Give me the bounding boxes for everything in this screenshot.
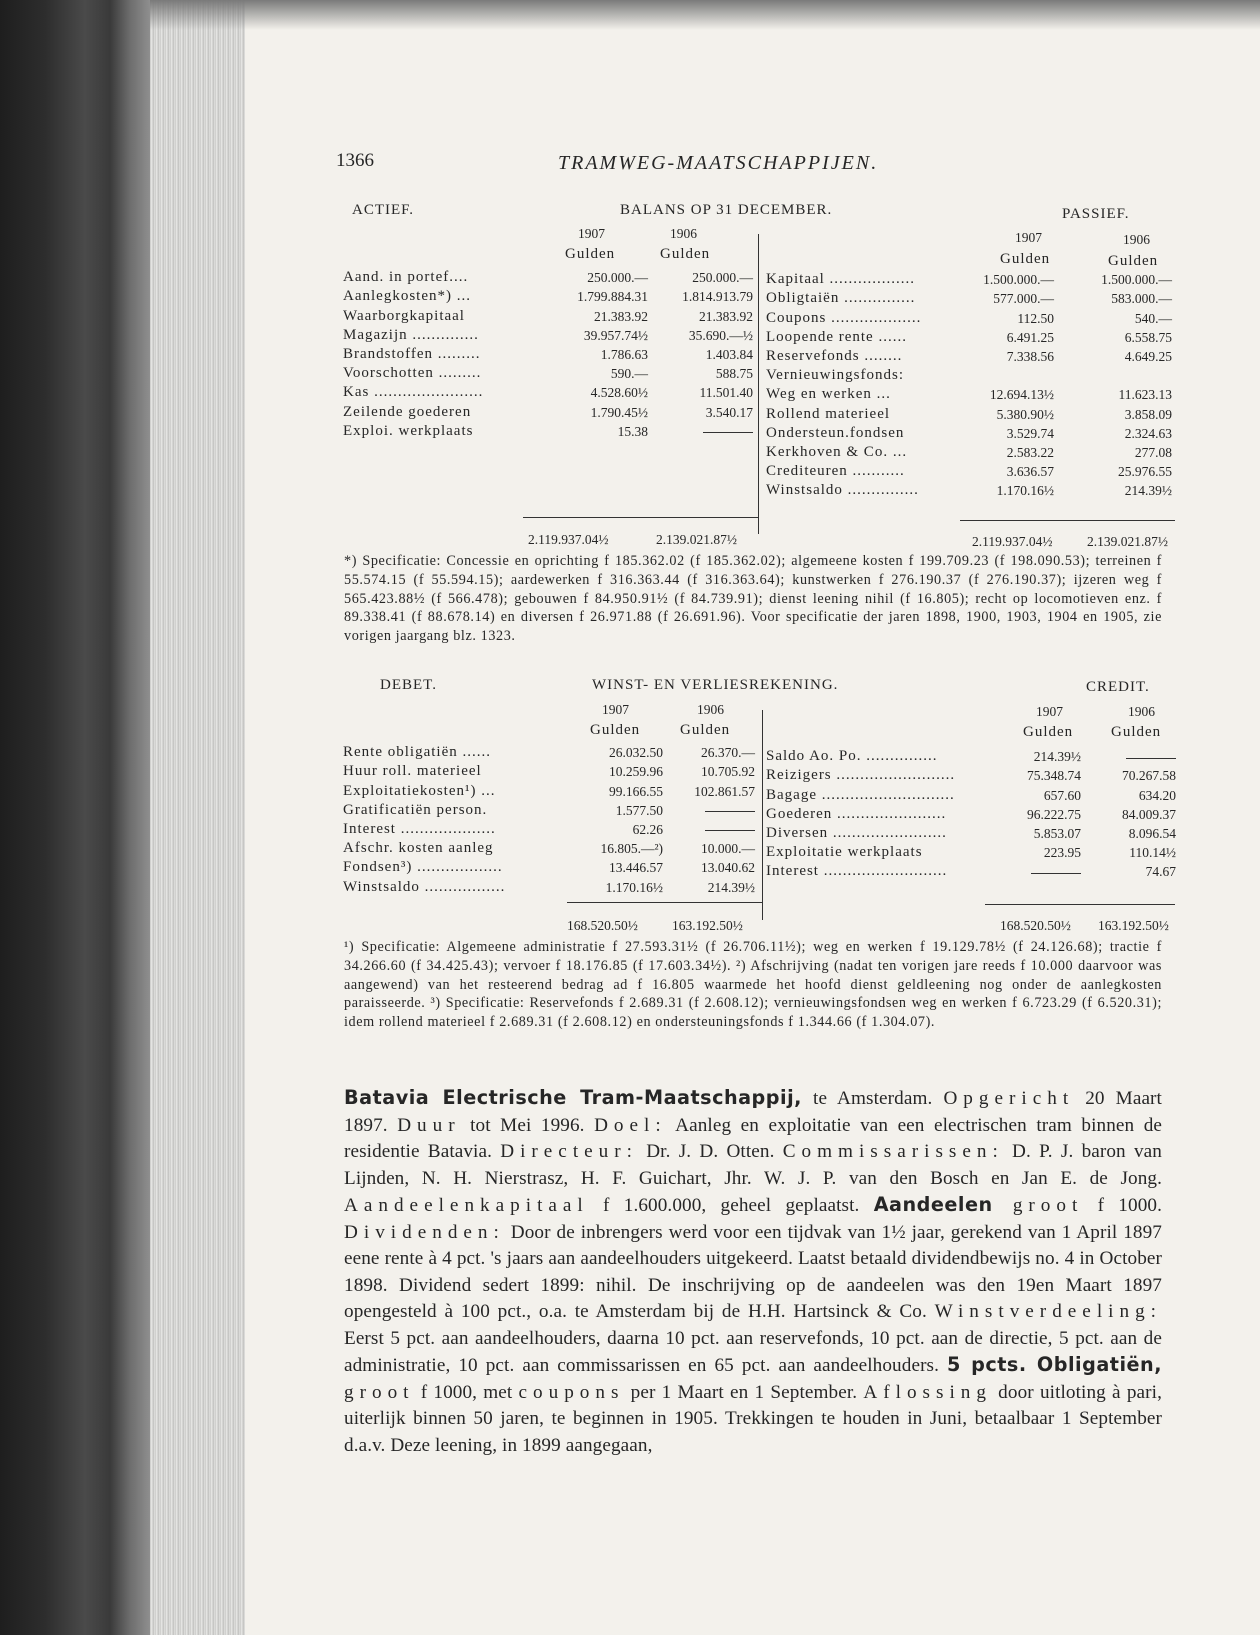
value-1906: 250.000.— [692, 270, 753, 286]
label-commissarissen: Commissarissen: [782, 1141, 1004, 1162]
row-label: Crediteuren ........... [766, 463, 905, 480]
label-doel: Doel: [594, 1114, 667, 1136]
value-1906: 13.040.62 [701, 860, 755, 876]
value-1906: 2.324.63 [1124, 425, 1172, 441]
liability-row [766, 270, 1172, 289]
company-entry [344, 1085, 1162, 1459]
balance-center-heading: BALANS OP 31 DECEMBER. [620, 202, 833, 218]
empty-dash [705, 811, 755, 812]
row-label: Diversen ........................ [766, 824, 947, 841]
balance-left-total-1907: 2.119.937.04½ [528, 532, 609, 547]
pl-left-total-rule [567, 902, 762, 903]
label-aandeelen-groot: groot [992, 1195, 1084, 1216]
text-winstverdeeling: Eerst 5 pct. aan aandeelhouders, daarna 10 pct. aan reservefonds, 10 pct. aan de directie, 5 pct. aan de administratie, 10 pct. aan commissarissen en 65 pct. aan aandeelhouders. [344, 1327, 1162, 1376]
running-title: TRAMWEG-MAATSCHAPPIJEN. [558, 152, 879, 174]
text-opgericht: 20 Maart 1897. [344, 1088, 1162, 1136]
value-1906: 102.861.57 [694, 783, 755, 799]
credit-row [766, 766, 1176, 785]
row-label: Voorschotten ......... [343, 365, 482, 382]
value-1907: 6.491.25 [1006, 329, 1054, 345]
text-commissarissen: D. P. J. baron van Lijnden, N. H. Nierstrasz, H. F. Guichart, Jhr. W. J. P. van den Bosch en Jan E. de Jong. [344, 1141, 1162, 1189]
text-aflossing: door uitloting à pari, uiterlijk binnen 50 jaren, te beginnen in 1905. Trekkingen te houden in Juni, betaalbaar 1 September d.a.v. Deze leening, in 1899 aangegaan, [344, 1381, 1162, 1456]
credit-row [766, 843, 1176, 862]
value-1906 [648, 422, 753, 441]
pl-center-heading: WINST- EN VERLIESREKENING. [592, 677, 839, 693]
credit-row [766, 862, 1176, 881]
value-1906: 11.623.13 [1118, 387, 1172, 403]
debit-row [343, 762, 755, 781]
asset-row [343, 268, 753, 287]
pl-right-year1: 1907 [1036, 704, 1063, 719]
value-1907: 99.166.55 [609, 783, 663, 799]
row-label: Rente obligatiën ...... [343, 744, 491, 761]
row-label: Exploi. werkplaats [343, 422, 474, 439]
balance-left-heading: ACTIEF. [352, 202, 415, 218]
top-shadow [150, 0, 1260, 30]
value-1906: 588.75 [715, 366, 753, 382]
value-1906 [1081, 747, 1176, 766]
pl-left-unit1: Gulden [590, 722, 641, 738]
value-1907: 16.805.—²) [600, 841, 663, 857]
value-1906: 6.558.75 [1124, 329, 1172, 345]
value-1907: 7.338.56 [1006, 348, 1054, 364]
liability-row [766, 385, 1172, 404]
row-label: Reservefonds ........ [766, 347, 903, 364]
row-label: Aanlegkosten*) ... [343, 288, 471, 305]
value-1907: 250.000.— [587, 270, 648, 286]
asset-row [343, 383, 753, 402]
asset-row [343, 402, 753, 421]
pl-right-year2: 1906 [1128, 704, 1155, 719]
row-label: Bagage ............................ [766, 786, 955, 803]
value-1906 [663, 801, 755, 820]
value-1907: 1.790.45½ [590, 404, 648, 420]
liabilities-table [766, 270, 1172, 500]
row-label: Winstsaldo ............... [766, 482, 919, 499]
value-1907 [996, 862, 1081, 881]
row-label: Interest .......................... [766, 863, 948, 880]
company-location: te Amsterdam. [801, 1088, 933, 1109]
credit-row [766, 747, 1176, 766]
label-obligatien-groot: groot [344, 1381, 415, 1403]
value-1907: 3.529.74 [1006, 425, 1054, 441]
asset-row [343, 287, 753, 306]
value-1906: 277.08 [1134, 444, 1172, 460]
value-1906: 8.096.54 [1128, 825, 1176, 841]
text-doel: Aanleg en exploitatie van een electrischen tram binnen de residentie Batavia. [344, 1114, 1163, 1162]
pl-left-year2: 1906 [697, 702, 724, 717]
value-1906: 25.976.55 [1118, 464, 1172, 480]
value-1906: 26.370.— [701, 745, 755, 761]
debit-row [343, 801, 755, 820]
value-1906: 110.14½ [1129, 845, 1176, 861]
balance-right-total-rule [960, 520, 1175, 521]
row-label: Coupons ................... [766, 309, 922, 326]
credit-table [766, 747, 1176, 881]
row-label: Reizigers ......................... [766, 767, 956, 784]
balance-left-year2: 1906 [670, 226, 697, 241]
value-1907: 62.26 [632, 821, 663, 837]
value-1906: 74.67 [1145, 864, 1176, 880]
pl-right-heading: CREDIT. [1086, 679, 1150, 695]
value-1907: 2.583.22 [1006, 444, 1054, 460]
balance-left-unit2: Gulden [660, 246, 711, 262]
label-aflossing: Aflossing [863, 1381, 992, 1403]
pl-right-total-1907: 168.520.50½ [1000, 918, 1071, 933]
row-label: Vernieuwingsfonds: [766, 367, 904, 384]
label-coupons: coupons [518, 1381, 625, 1403]
debit-row [343, 877, 755, 896]
value-1907: 1.577.50 [615, 802, 663, 818]
liability-row [766, 289, 1172, 308]
row-label: Zeilende goederen [343, 403, 472, 420]
value-1907: 657.60 [1043, 787, 1081, 803]
liability-row [766, 366, 1172, 385]
liability-row [766, 328, 1172, 347]
value-1906 [663, 820, 755, 839]
value-1907: 5.380.90½ [996, 406, 1054, 422]
value-1907: 223.95 [1043, 845, 1081, 861]
debit-table [343, 743, 755, 897]
label-directeur: Directeur: [500, 1141, 638, 1162]
value-1907: 1.799.884.31 [577, 289, 648, 305]
value-1907: 112.50 [1017, 310, 1054, 326]
row-label: Fondsen³) .................. [343, 859, 503, 876]
row-label: Weg en werken ... [766, 386, 891, 403]
value-1906: 583.000.— [1111, 291, 1172, 307]
pl-right-unit2: Gulden [1111, 724, 1162, 740]
value-1906: 3.858.09 [1124, 406, 1172, 422]
debit-row [343, 820, 755, 839]
row-label: Kapitaal .................. [766, 271, 916, 288]
debit-row [343, 743, 755, 762]
label-aandeelen: Aandeelen [873, 1193, 993, 1216]
text-aandeelenkapitaal: f 1.600.000, geheel geplaatst. [588, 1195, 874, 1216]
value-1906: 1.403.84 [705, 346, 753, 362]
label-obligatien: 5 pcts. Obligatiën, [947, 1353, 1162, 1376]
text-coupons: per 1 Maart en 1 September. [624, 1381, 864, 1403]
row-label: Exploitatie werkplaats [766, 844, 923, 861]
row-label: Obligtaiën ............... [766, 290, 916, 307]
liability-row [766, 424, 1172, 443]
value-1907: 21.383.92 [594, 308, 648, 324]
balance-right-unit2: Gulden [1108, 253, 1159, 269]
asset-row [343, 306, 753, 325]
debit-row [343, 858, 755, 877]
pl-left-total-1907: 168.520.50½ [567, 918, 638, 933]
value-1907: 4.528.60½ [590, 385, 648, 401]
text-dividenden: Door de inbrengers werd voor een tijdvak van 1½ jaar, gerekend van 1 April 1897 eene rente à 4 pct. 's jaars aan aandeelhouders uitgekeerd. Laatst betaald dividendbewijs no. 4 in October 1898. Dividend sedert 1899: nihil. De inschrijving op de aandeelen was den 19en Maart 1897 opengesteld à 100 pct., o.a. te Amsterdam bij de H.H. Hartsinck & Co. [344, 1221, 1162, 1322]
value-1907: 5.853.07 [1033, 825, 1081, 841]
value-1907: 39.957.74½ [583, 327, 648, 343]
balance-left-year1: 1907 [578, 226, 605, 241]
empty-dash [1126, 758, 1176, 759]
value-1906: 21.383.92 [699, 308, 753, 324]
value-1907 [966, 366, 1054, 385]
text-duur: tot Mei 1996. [460, 1114, 595, 1136]
label-dividenden: Dividenden: [344, 1221, 505, 1243]
value-1907: 590.— [610, 366, 648, 382]
page-number: 1366 [336, 150, 374, 171]
balance-divider [758, 234, 759, 534]
pl-right-total-rule [985, 904, 1175, 905]
balance-left-total-rule [523, 517, 758, 518]
balance-right-unit1: Gulden [1000, 251, 1051, 267]
value-1906: 35.690.—½ [688, 327, 753, 343]
value-1906: 10.000.— [701, 841, 755, 857]
row-label: Waarborgkapitaal [343, 307, 465, 324]
row-label: Afschr. kosten aanleg [343, 840, 494, 857]
text-aandeelen: f 1000. [1083, 1195, 1162, 1216]
row-label: Rollend materieel [766, 405, 891, 422]
row-label: Gratificatiën person. [343, 801, 488, 818]
value-1906: 4.649.25 [1124, 348, 1172, 364]
value-1907: 1.170.16½ [996, 483, 1054, 499]
label-opgericht: Opgericht [943, 1088, 1075, 1109]
row-label: Loopende rente ...... [766, 328, 907, 345]
value-1907: 10.259.96 [609, 764, 663, 780]
value-1907: 3.636.57 [1006, 464, 1054, 480]
row-label: Interest .................... [343, 820, 496, 837]
value-1907: 26.032.50 [609, 745, 663, 761]
pl-left-heading: DEBET. [380, 677, 437, 693]
debit-row [343, 781, 755, 800]
credit-row [766, 805, 1176, 824]
value-1906 [1054, 366, 1172, 385]
value-1907: 96.222.75 [1027, 806, 1081, 822]
pl-left-unit2: Gulden [680, 722, 731, 738]
row-label: Huur roll. materieel [343, 763, 482, 780]
book-binding [0, 0, 150, 1635]
empty-dash [703, 432, 753, 433]
liability-row [766, 481, 1172, 500]
balance-right-year2: 1906 [1123, 232, 1150, 247]
pl-left-year1: 1907 [602, 702, 629, 717]
value-1907: 13.446.57 [609, 860, 663, 876]
credit-row [766, 824, 1176, 843]
empty-dash [1031, 873, 1081, 874]
value-1907: 1.786.63 [600, 346, 648, 362]
asset-row [343, 326, 753, 345]
balance-footnote: *) Specificatie: Concessie en oprichting f 185.362.02 (f 185.362.02); algemeene kosten f 199.709.23 (f 198.090.53); terreinen f 55.574.15 (f 55.594.15); aardewerken f 316.363.44 (f 316.363.64); kunstwerken f 276.190.37 (f 276.190.37); ijzeren weg f 565.423.88½ (f 566.478); gebouwen f 84.950.91½ (f 84.739.91); dienst leening nihil (f 16.805); recht op locomotieven enz. f 89.338.41 (f 88.678.14) en diversen f 26.971.88 (f 26.691.96). Voor specificatie der jaren 1898, 1900, 1903, 1904 en 1905, zie vorigen jaargang blz. 1323. [344, 553, 1162, 645]
row-label: Brandstoffen ......... [343, 345, 481, 362]
row-label: Goederen ....................... [766, 805, 947, 822]
label-duur: Duur [397, 1114, 461, 1136]
value-1906: 214.39½ [707, 879, 755, 895]
asset-row [343, 345, 753, 364]
liability-row [766, 347, 1172, 366]
value-1907: 12.694.13½ [989, 387, 1054, 403]
row-label: Kas ....................... [343, 384, 484, 401]
value-1906: 11.501.40 [699, 385, 753, 401]
value-1906: 3.540.17 [705, 404, 753, 420]
asset-row [343, 364, 753, 383]
value-1906: 10.705.92 [701, 764, 755, 780]
row-label: Kerkhoven & Co. ... [766, 443, 908, 460]
text-obligatien: f 1000, met [414, 1381, 519, 1403]
balance-right-total-1907: 2.119.937.04½ [972, 534, 1053, 549]
value-1906: 1.500.000.— [1101, 272, 1172, 288]
page-edges [150, 0, 245, 1635]
balance-left-unit1: Gulden [565, 246, 616, 262]
value-1906: 70.267.58 [1122, 768, 1176, 784]
value-1907: 577.000.— [993, 291, 1054, 307]
label-aandeelenkapitaal: Aandeelenkapitaal [344, 1195, 589, 1216]
row-label: Ondersteun.fondsen [766, 424, 905, 441]
balance-right-heading: PASSIEF. [1062, 206, 1130, 222]
pl-left-total-1906: 163.192.50½ [672, 918, 743, 933]
credit-row [766, 785, 1176, 804]
value-1906: 634.20 [1138, 787, 1176, 803]
value-1907: 214.39½ [1033, 749, 1081, 765]
row-label: Magazijn .............. [343, 326, 479, 343]
value-1906: 540.— [1134, 310, 1172, 326]
balance-left-total-1906: 2.139.021.87½ [656, 532, 737, 547]
liability-row [766, 443, 1172, 462]
empty-dash [705, 830, 755, 831]
debit-row [343, 839, 755, 858]
pl-divider [762, 710, 763, 920]
balance-right-total-1906: 2.139.021.87½ [1087, 534, 1168, 549]
balance-right-year1: 1907 [1015, 230, 1042, 245]
value-1907: 1.500.000.— [983, 272, 1054, 288]
company-name: Batavia Electrische Tram-Maatschappij, [344, 1086, 802, 1109]
pl-footnote: ¹) Specificatie: Algemeene administratie f 27.593.31½ (f 26.706.11½); weg en werken f 19.129.78½ (f 24.126.68); tractie f 34.266.60 (f 34.425.43); vervoer f 18.176.85 (f 17.603.34½). ²) Afschrijving (nadat ten vorigen jare reeds f 10.000 daarvoor was aangewend) van het resteerend bedrag ad f 16.805 waarmede het hoofd dienst geldleening nog onder de aanlegkosten paraisseerde. ³) Specificatie: Reservefonds f 2.689.31 (f 2.608.12); vernieuwingsfondsen weg en werken f 6.723.29 (f 6.520.31); idem rollend materieel f 2.689.31 (f 2.608.12) en ondersteuningsfonds f 1.344.66 (f 1.304.07). [344, 939, 1162, 1031]
row-label: Exploitatiekosten¹) ... [343, 782, 496, 799]
pl-right-total-1906: 163.192.50½ [1098, 918, 1169, 933]
value-1906: 214.39½ [1124, 483, 1172, 499]
row-label: Aand. in portef.... [343, 269, 469, 286]
pl-right-unit1: Gulden [1023, 724, 1074, 740]
liability-row [766, 462, 1172, 481]
liability-row [766, 404, 1172, 423]
value-1907: 1.170.16½ [605, 879, 663, 895]
assets-table [343, 268, 753, 441]
text-directeur: Dr. J. D. Otten. [638, 1141, 783, 1162]
value-1907: 15.38 [617, 423, 648, 439]
row-label: Winstsaldo ................. [343, 878, 506, 895]
value-1906: 1.814.913.79 [682, 289, 753, 305]
liability-row [766, 308, 1172, 327]
asset-row [343, 422, 753, 441]
row-label: Saldo Ao. Po. ............... [766, 748, 938, 765]
label-winstverdeeling: Winstverdeeling: [934, 1301, 1162, 1322]
value-1906: 84.009.37 [1122, 806, 1176, 822]
value-1907: 75.348.74 [1027, 768, 1081, 784]
